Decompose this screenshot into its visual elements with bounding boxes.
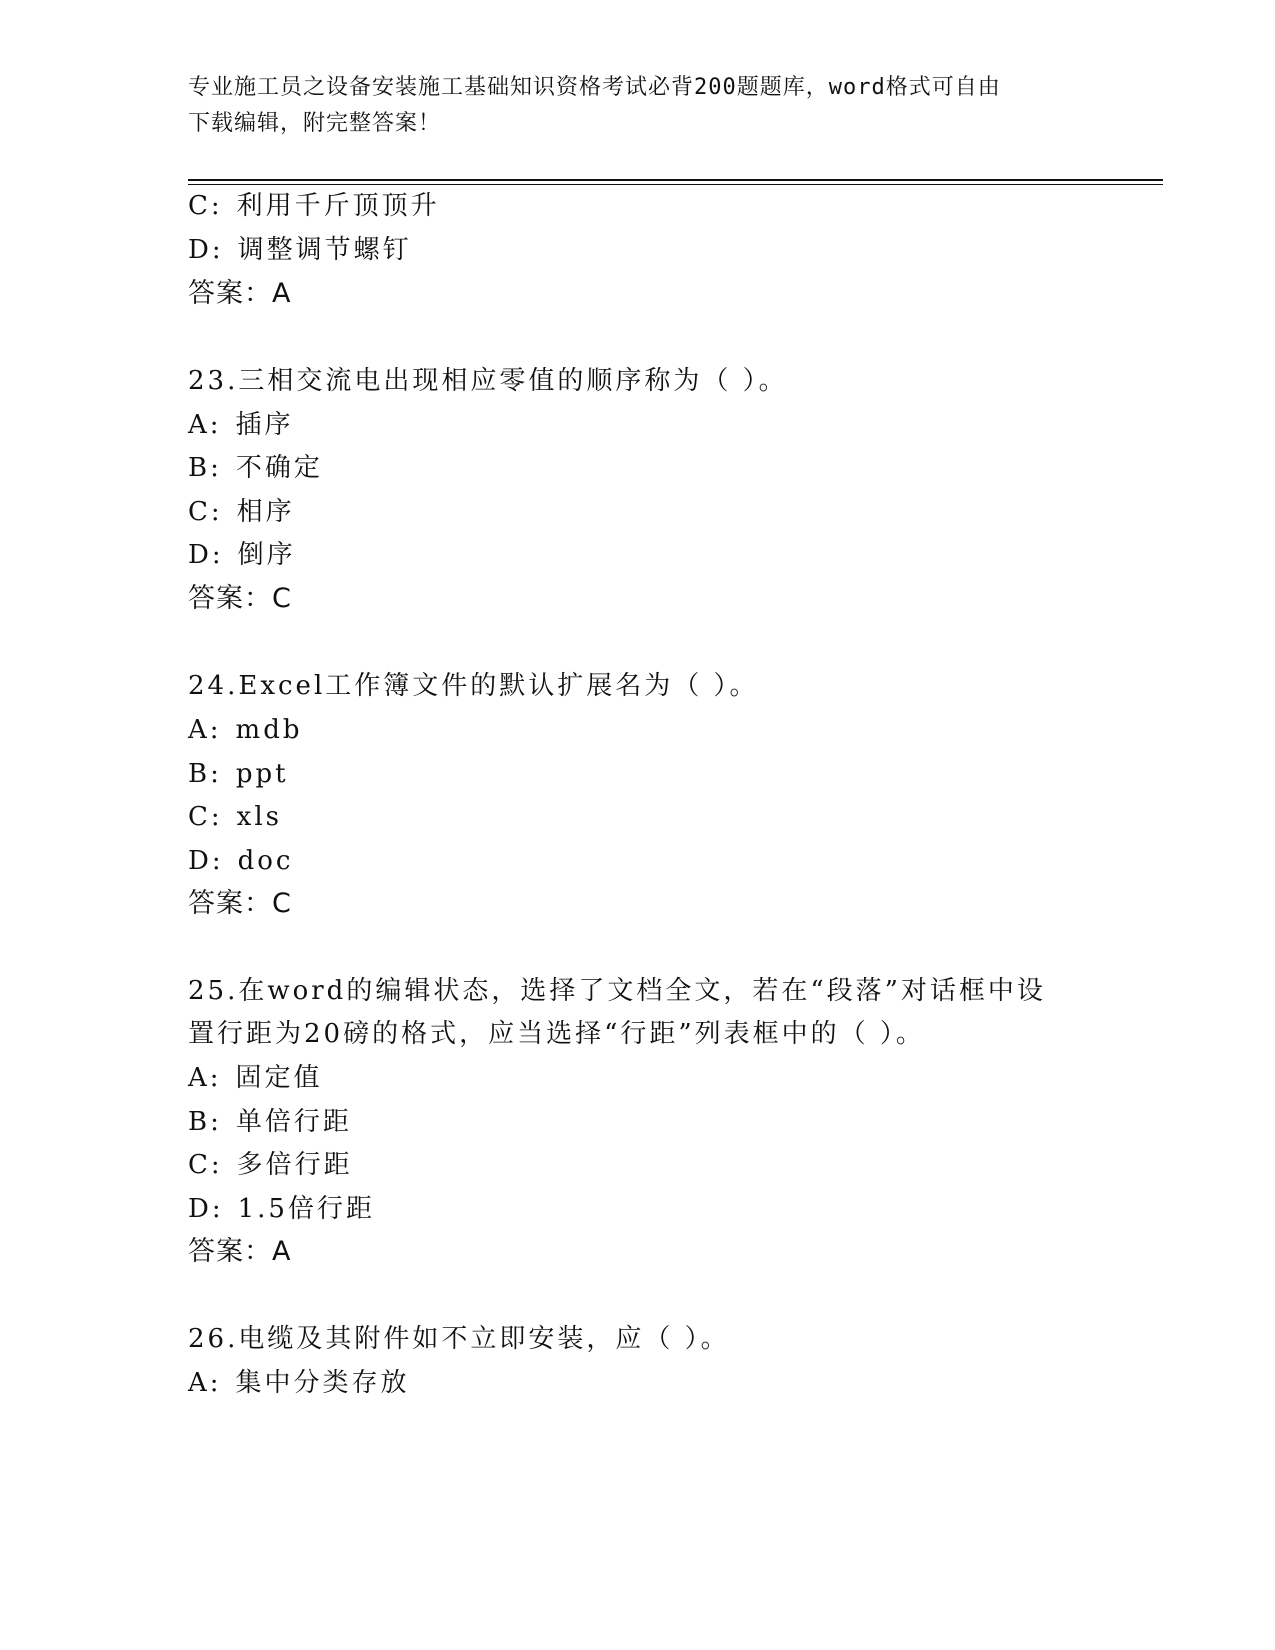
q25-option-b: B: 单倍行距 xyxy=(188,1107,352,1137)
q22-option-c: C: 利用千斤顶顶升 xyxy=(188,191,440,221)
q23-option-c: C: 相序 xyxy=(188,497,295,527)
q25-question-line-1: 25.在word的编辑状态，选择了文档全文，若在“段落”对话框中设 xyxy=(188,976,1046,1006)
q25-option-d: D: 1.5倍行距 xyxy=(188,1194,375,1224)
q26-question: 26.电缆及其附件如不立即安装，应（ ）。 xyxy=(188,1324,730,1354)
q23-option-a: A: 插序 xyxy=(188,410,294,440)
header-divider-thick xyxy=(188,179,1163,181)
q25-option-c: C: 多倍行距 xyxy=(188,1150,353,1180)
q24-option-c: C: xls xyxy=(188,802,282,832)
q24-answer: 答案：C xyxy=(188,888,292,919)
header-line-2: 下载编辑，附完整答案！ xyxy=(188,111,442,136)
q22-answer: 答案：A xyxy=(188,278,292,309)
q25-question-line-2: 置行距为20磅的格式，应当选择“行距”列表框中的（ ）。 xyxy=(188,1019,925,1049)
document-header xyxy=(188,70,1068,142)
q26-option-a: A: 集中分类存放 xyxy=(188,1368,410,1398)
q23-option-b: B: 不确定 xyxy=(188,453,323,483)
header-line-1: 专业施工员之设备安装施工基础知识资格考试必背200题题库，word格式可自由 xyxy=(188,75,1001,100)
q23-answer: 答案：C xyxy=(188,583,292,614)
q24-option-a: A: mdb xyxy=(188,715,303,745)
q23-option-d: D: 倒序 xyxy=(188,540,296,570)
q24-question: 24.Excel工作簿文件的默认扩展名为（ ）。 xyxy=(188,671,759,701)
q25-answer: 答案：A xyxy=(188,1236,292,1267)
q25-option-a: A: 固定值 xyxy=(188,1063,323,1093)
q24-option-b: B: ppt xyxy=(188,759,289,789)
q23-question: 23.三相交流电出现相应零值的顺序称为（ ）。 xyxy=(188,366,788,396)
header-divider-thin xyxy=(188,184,1163,185)
q24-option-d: D: doc xyxy=(188,846,294,876)
q22-option-d: D: 调整调节螺钉 xyxy=(188,235,412,265)
